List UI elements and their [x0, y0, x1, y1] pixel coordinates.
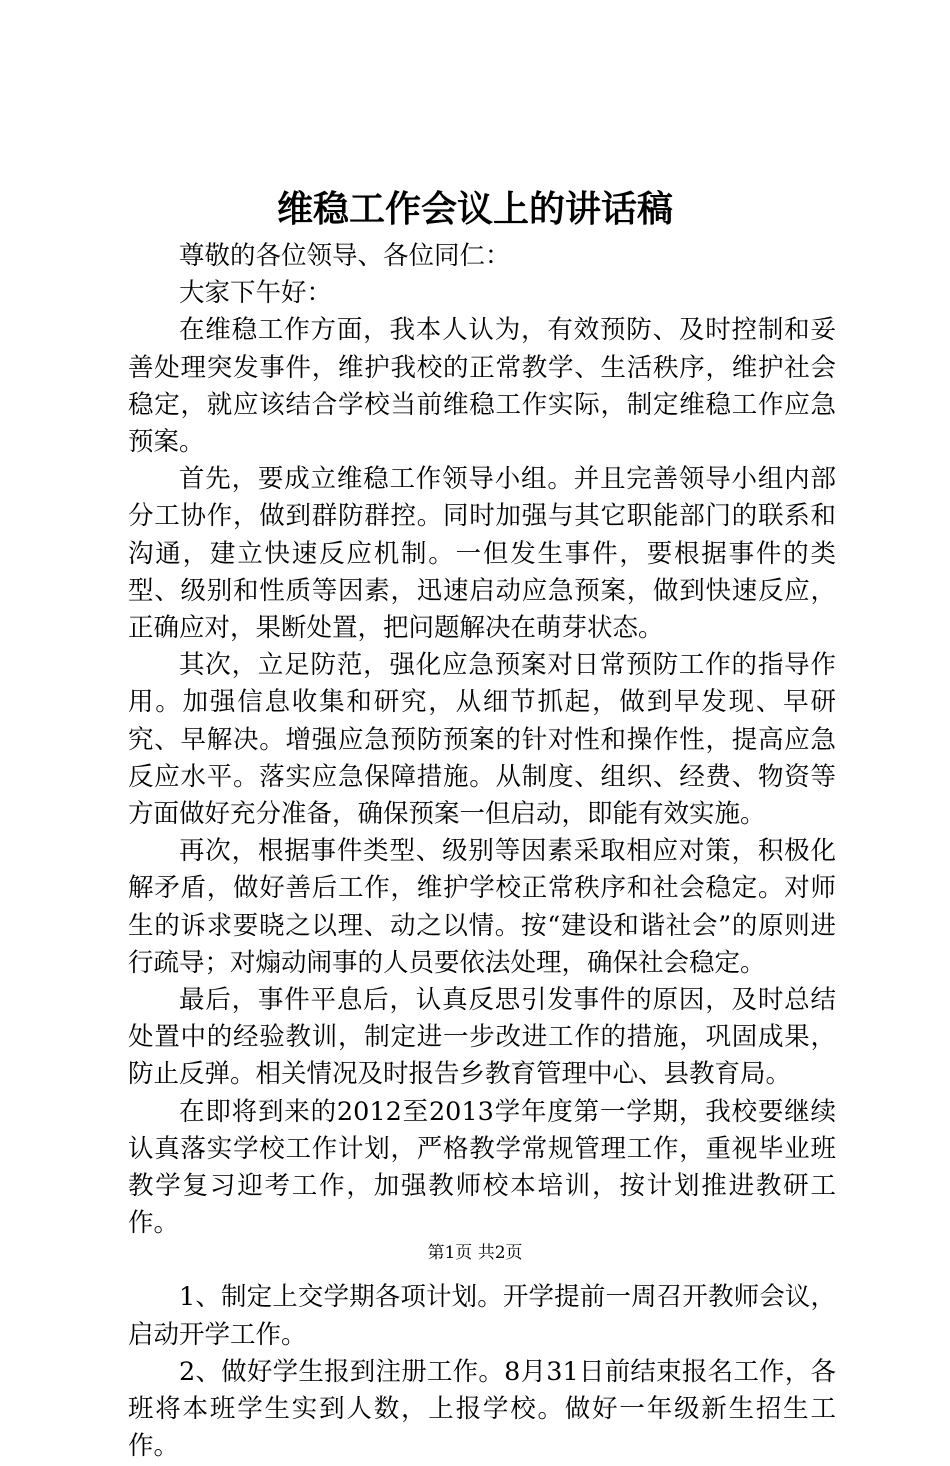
- paragraph: 最后，事件平息后，认真反思引发事件的原因，及时总结处置中的经验教训，制定进一步改进工作的措施，巩固成果，防止反弹。相关情况及时报告乡教育管理中心、县教育局。: [128, 985, 836, 1090]
- greeting: 大家下午好：: [179, 278, 333, 309]
- paragraph: 在维稳工作方面，我本人认为，有效预防、及时控制和妥善处理突发事件，维护我校的正常教学、生活秩序，维护社会稳定，就应该结合学校当前维稳工作实际，制定维稳工作应急预案。: [128, 315, 836, 458]
- document-body: [128, 238, 836, 1466]
- paragraph: 首先，要成立维稳工作领导小组。并且完善领导小组内部分工协作，做到群防群控。同时加强与其它职能部门的联系和沟通，建立快速反应机制。一但发生事件，要根据事件的类型、级别和性质等因素，迅速启动应急预案，做到快速反应，正确应对，果断处置，把问题解决在萌芽状态。: [128, 464, 836, 644]
- paragraph: 再次，根据事件类型、级别等因素采取相应对策，积极化解矛盾，做好善后工作，维护学校正常秩序和社会稳定。对师生的诉求要晓之以理、动之以情。按“建设和谐社会”的原则进行疏导；对煽动闹事的人员要依法处理，确保社会稳定。: [128, 836, 836, 978]
- list-item: 2、做好学生报到注册工作。8月31日前结束报名工作，各班将本班学生实到人数，上报学校。做好一年级新生招生工作。: [128, 1356, 836, 1462]
- list-item: 1、制定上交学期各项计划。开学提前一周召开教师会议，启动开学工作。: [128, 1282, 836, 1350]
- paragraph: 其次，立足防范，强化应急预案对日常预防工作的指导作用。加强信息收集和研究，从细节抓起，做到早发现、早研究、早解决。增强应急预防预案的针对性和操作性，提高应急反应水平。落实应急保障措施。从制度、组织、经费、物资等方面做好充分准备，确保预案一但启动，即能有效实施。: [128, 650, 836, 830]
- paragraph: 在即将到来的2012至2013学年度第一学期，我校要继续认真落实学校工作计划，严格教学常规管理工作，重视毕业班教学复习迎考工作，加强教师校本培训，按计划推进教研工作。: [128, 1096, 836, 1239]
- document-title: 维稳工作会议上的讲话稿: [276, 188, 673, 230]
- salutation: 尊敬的各位领导、各位同仁：: [179, 241, 511, 271]
- page-number-footer: 第1页 共2页: [427, 1243, 523, 1263]
